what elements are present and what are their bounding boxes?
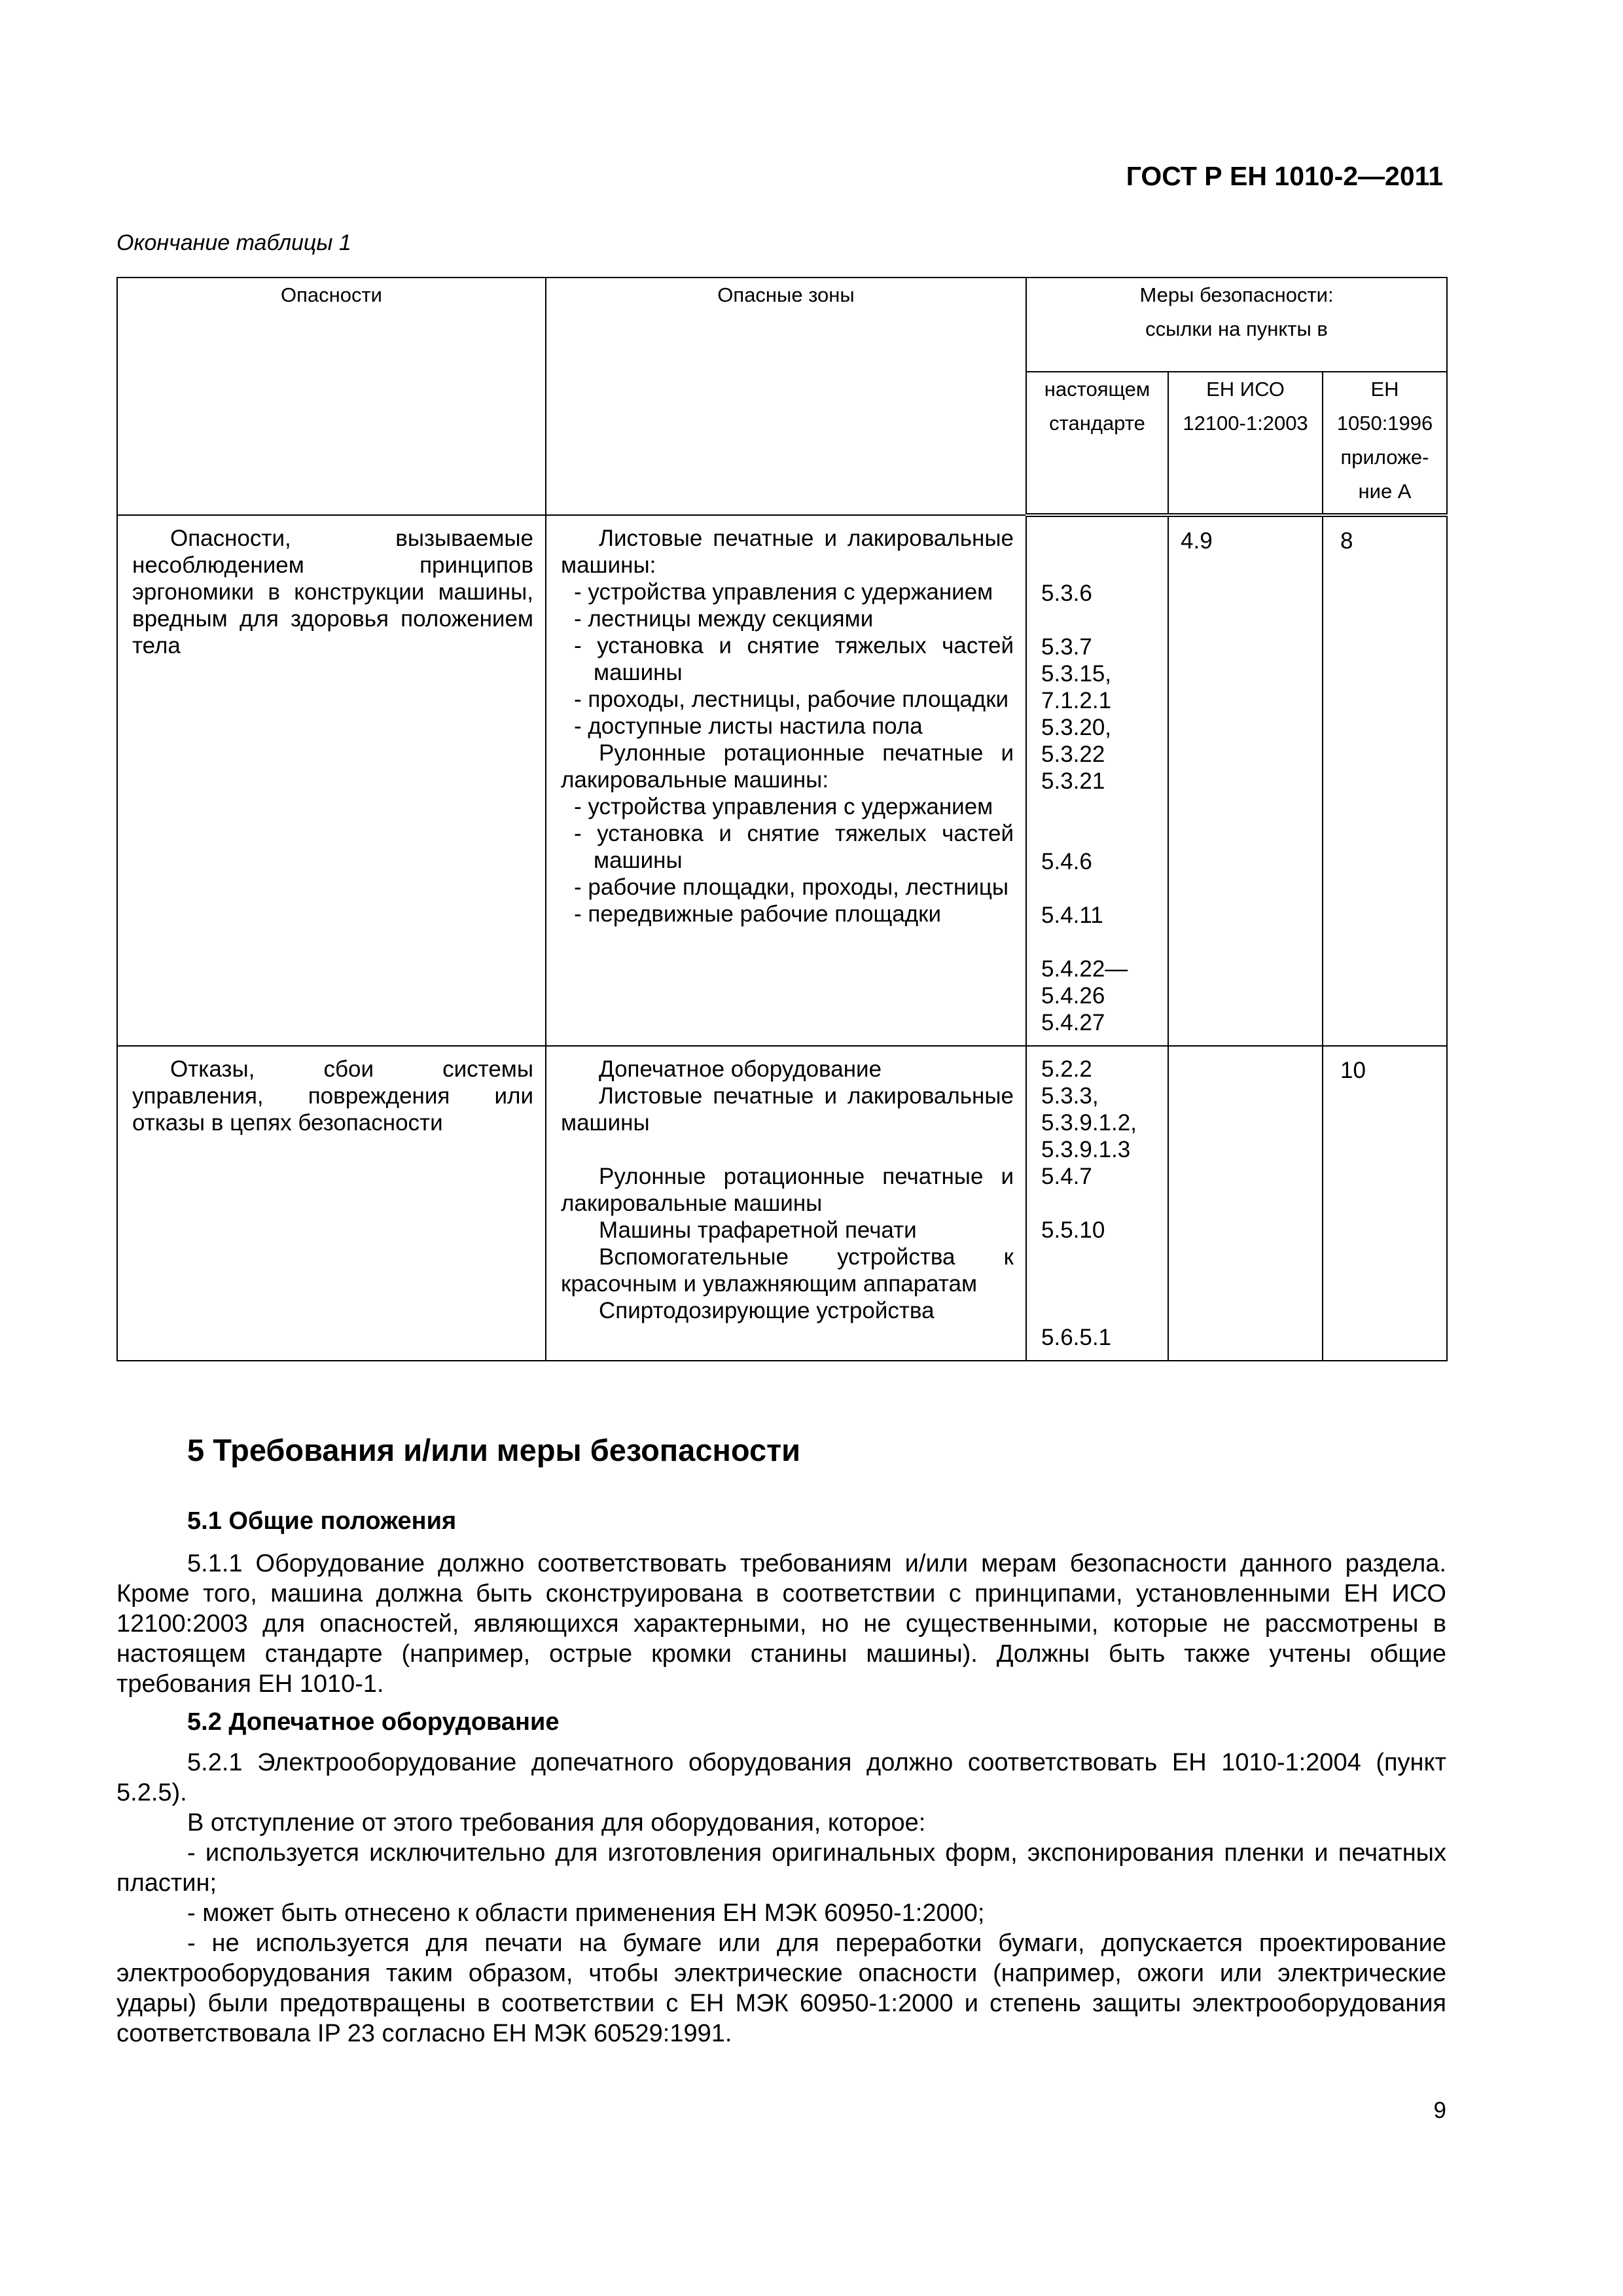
- ref-line: 5.3.9.1.3: [1041, 1137, 1131, 1162]
- refs-en-iso-cell: [1168, 515, 1323, 1046]
- ref-line: 5.4.27: [1041, 1010, 1105, 1035]
- ref-line: 5.4.7: [1041, 1164, 1092, 1189]
- refs-en-1050-cell: [1323, 1046, 1447, 1361]
- header-this-standard-label: настоящем стандарте: [1044, 378, 1150, 435]
- ref-line: 7.1.2.1: [1041, 688, 1112, 713]
- ref-line: 5.3.22: [1041, 742, 1105, 767]
- zones-cell: [546, 515, 1026, 1046]
- refs-en-1050-cell: [1323, 515, 1447, 1046]
- zone-group-title: Рулонные ротационные печатные и лакировальные машины:: [561, 740, 1014, 793]
- hazards-table: [116, 277, 1448, 1361]
- zone-entry: Допечатное оборудование: [599, 1056, 882, 1082]
- header-measures-line2: ссылки на пункты в: [1145, 317, 1328, 340]
- zone-item: - устройства управления с удержанием: [574, 794, 993, 819]
- header-en-1050-line3: приложе-: [1340, 446, 1429, 469]
- zone-entry: Рулонные ротационные печатные и лакировальные машины: [561, 1164, 1014, 1216]
- header-en-iso-label: ЕН ИСО 12100-1:2003: [1183, 378, 1308, 435]
- table-caption: Окончание таблицы 1: [116, 230, 351, 255]
- refs-en-iso-cell: [1168, 1046, 1323, 1361]
- zone-item: - лестницы между секциями: [574, 606, 874, 632]
- ref-line: [1041, 821, 1161, 848]
- ref-line: 5.5.10: [1041, 1217, 1105, 1243]
- zone-entry: Листовые печатные и лакировальные машины: [561, 1083, 1014, 1136]
- zone-item: - доступные листы настила пола: [574, 713, 923, 739]
- zone-entry: Спиртодозирующие устройства: [599, 1298, 935, 1323]
- zone-entry: Вспомогательные устройства к красочным и увлажняющим аппаратам: [561, 1244, 1014, 1297]
- ref-line: [1041, 526, 1161, 553]
- bullet-item: - может быть отнесено к области применения ЕН МЭК 60950-1:2000;: [187, 1899, 985, 1927]
- refs-list: [1027, 517, 1168, 1045]
- ref-line: 5.3.7: [1041, 634, 1092, 660]
- bullet-item: - не используется для печати на бумаге или для переработки бумаги, допускается проектирование электрооборудования таким образом, чтобы электрические опасности (например, ожоги или электрические удары) были предотвращены в соответствии с ЕН МЭК 60950-1:2000 и степень защиты электрооборудования соответствовала IP 23 согласно ЕН МЭК 60529:1991.: [116, 1929, 1446, 2047]
- zone-item: - устройства управления с удержанием: [574, 579, 993, 605]
- ref-line: 5.4.22—: [1041, 956, 1128, 982]
- zone-item: - установка и снятие тяжелых частей машины: [574, 821, 1014, 873]
- paragraph-5-2-1: [116, 1748, 1446, 2049]
- ref-line: [1041, 1244, 1161, 1270]
- ref-line: [1041, 1270, 1161, 1297]
- ref-line: 5.2.2: [1041, 1056, 1092, 1082]
- ref-line: [1041, 929, 1161, 956]
- table-row: [117, 515, 1447, 1046]
- zone-item: - передвижные рабочие площадки: [574, 901, 942, 927]
- subsection-title: 5.1 Общие положения: [187, 1507, 457, 1535]
- ref-line: 5.3.3,: [1041, 1083, 1099, 1109]
- ref-line: [1041, 1190, 1161, 1217]
- paragraph-text: 5.1.1 Оборудование должно соответствовать требованиям и/или мерам безопасности данного раздела. Кроме того, машина должна быть сконструирована в соответствии с принципами, установленными ЕН ИСО 12100:2003 для опасностей, являющихся характерными, но не существенными, которые не рассмотрены в настоящем стандарте (например, острые кромки станины машины). Должны быть также учтены общие требования ЕН 1010-1.: [116, 1550, 1446, 1698]
- bullet-item: - используется исключительно для изготовления оригинальных форм, экспонирования пленки и печатных пластин;: [116, 1839, 1446, 1897]
- header-measures-line1: Меры безопасности:: [1139, 283, 1334, 306]
- ref-line: 5.3.20,: [1041, 715, 1112, 740]
- table-row: [117, 1046, 1447, 1361]
- ref-line: 5.3.15,: [1041, 661, 1112, 687]
- refs-this-standard-cell: [1026, 515, 1168, 1046]
- refs-this-standard-cell: [1026, 1046, 1168, 1361]
- ref-en-iso: [1169, 1047, 1322, 1057]
- refs-list: [1027, 1047, 1168, 1360]
- ref-line: 5.4.26: [1041, 983, 1105, 1009]
- hazard-text: Отказы, сбои системы управления, повреждения или отказы в цепях безопасности: [132, 1056, 533, 1136]
- header-this-standard: [1026, 372, 1168, 515]
- ref-en-1050: 10: [1340, 1058, 1366, 1083]
- ref-line: 5.3.9.1.2,: [1041, 1110, 1137, 1136]
- document-code: ГОСТ Р ЕН 1010-2—2011: [1126, 161, 1443, 191]
- hazard-cell: [117, 515, 546, 1046]
- zones-cell: [546, 1046, 1026, 1361]
- ref-line: 5.4.11: [1041, 903, 1103, 928]
- hazard-cell: [117, 1046, 546, 1361]
- ref-en-iso: 4.9: [1181, 528, 1213, 554]
- ref-en-1050: 8: [1340, 528, 1353, 554]
- header-en-1050-line2: 1050:1996: [1336, 412, 1433, 435]
- ref-line: 5.4.6: [1041, 849, 1092, 874]
- ref-line: 5.6.5.1: [1041, 1325, 1112, 1350]
- paragraph-5-1-1: [116, 1549, 1446, 1699]
- ref-line: [1041, 875, 1161, 902]
- header-hazards: Опасности: [117, 278, 546, 515]
- header-zones: Опасные зоны: [546, 278, 1026, 515]
- section-title: 5 Требования и/или меры безопасности: [187, 1433, 800, 1467]
- page-number: 9: [1433, 2098, 1446, 2123]
- ref-line: [1041, 795, 1161, 821]
- zone-entry: Машины трафаретной печати: [599, 1217, 917, 1243]
- paragraph-text: В отступление от этого требования для оборудования, которое:: [187, 1809, 926, 1837]
- ref-line: 5.3.21: [1041, 768, 1105, 794]
- ref-line: [1041, 607, 1161, 634]
- ref-line: 5.3.6: [1041, 581, 1092, 606]
- zone-item: - проходы, лестницы, рабочие площадки: [574, 687, 1009, 712]
- header-measures-group: [1026, 278, 1447, 372]
- header-en-iso: [1168, 372, 1323, 515]
- hazard-text: Опасности, вызываемые несоблюдением принципов эргономики в конструкции машины, вредным для здоровья положением тела: [132, 526, 533, 658]
- paragraph-text: 5.2.1 Электрооборудование допечатного оборудования должно соответствовать ЕН 1010-1:2004 (пункт 5.2.5).: [116, 1749, 1446, 1806]
- zone-item: - установка и снятие тяжелых частей машины: [574, 633, 1014, 685]
- header-en-1050-line1: ЕН: [1370, 378, 1399, 401]
- header-en-1050: [1323, 372, 1447, 515]
- zone-group-title: Листовые печатные и лакировальные машины:: [561, 526, 1014, 578]
- ref-line: [1041, 553, 1161, 580]
- ref-line: [1041, 1297, 1161, 1324]
- header-en-1050-line4: ние А: [1358, 480, 1412, 503]
- zone-item: - рабочие площадки, проходы, лестницы: [574, 874, 1009, 900]
- subsection-title: 5.2 Допечатное оборудование: [187, 1708, 560, 1736]
